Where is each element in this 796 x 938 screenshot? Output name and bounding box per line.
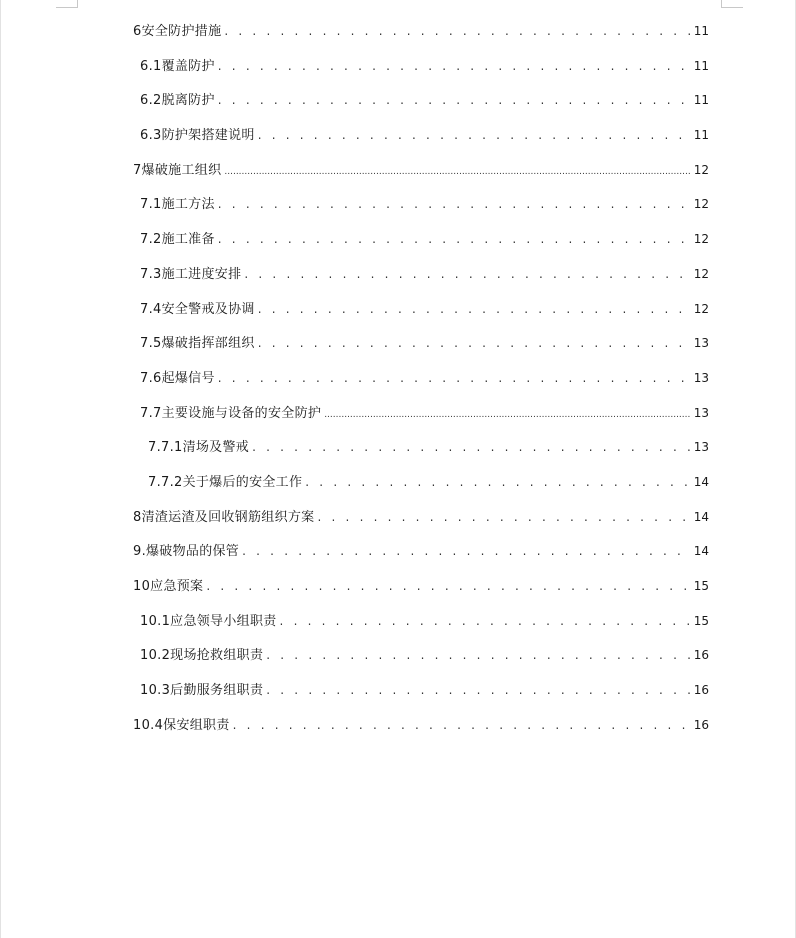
- toc-entry[interactable]: [1, 604, 796, 639]
- toc-entry[interactable]: [1, 430, 796, 465]
- toc-entry-title: 10.2现场抢救组职责: [140, 648, 264, 664]
- toc-dot-leader: [242, 534, 690, 569]
- toc-page-number: 11: [693, 24, 709, 38]
- toc-entry-title: 6安全防护措施: [133, 24, 222, 39]
- toc-dot-leader: [224, 155, 689, 190]
- toc-dot-leader: [252, 430, 690, 465]
- toc-entry[interactable]: [1, 361, 796, 396]
- toc-page-number: 12: [693, 197, 709, 212]
- toc-entry[interactable]: [1, 638, 796, 673]
- toc-entry-title: 9.爆破物品的保管: [133, 544, 240, 560]
- toc-dot-leader: [266, 673, 689, 708]
- toc-page-number: 14: [693, 509, 709, 524]
- toc-entry[interactable]: [1, 118, 796, 153]
- toc-page-number: 14: [693, 544, 709, 559]
- toc-entry[interactable]: [1, 292, 796, 327]
- toc-entry-title: 10.4保安组职责: [133, 717, 230, 733]
- toc-entry-title: 7.7主要设施与设备的安全防护: [140, 405, 322, 421]
- toc-page-number: 12: [693, 301, 709, 316]
- toc-page-number: 13: [693, 440, 709, 455]
- toc-page-number: 12: [693, 266, 709, 281]
- toc-entry[interactable]: [1, 465, 796, 500]
- toc-entry-title: 10.1应急领导小组职责: [140, 613, 277, 629]
- toc-dot-leader: [305, 465, 689, 500]
- toc-dot-leader: [218, 83, 690, 118]
- toc-dot-leader: [244, 257, 689, 292]
- toc-dot-leader: [233, 708, 690, 743]
- toc-entry-title: 7.7.2关于爆后的安全工作: [148, 474, 303, 490]
- toc-dot-leader: [218, 361, 690, 396]
- page-corner-mark-left: [56, 0, 78, 8]
- toc-dot-leader: [258, 326, 690, 361]
- toc-entry[interactable]: [1, 396, 796, 431]
- toc-page-number: 13: [693, 336, 709, 351]
- toc-entry[interactable]: [1, 49, 796, 84]
- toc-entry-title: 7.1施工方法: [140, 197, 215, 213]
- page-corner-mark-right: [721, 0, 743, 8]
- toc-entry-title: 7爆破施工组织: [133, 162, 222, 178]
- toc-page-number: 16: [693, 683, 709, 698]
- toc-entry-title: 6.2脱离防护: [140, 93, 215, 109]
- toc-dot-leader: [258, 292, 690, 327]
- toc-page-number: 13: [693, 370, 709, 385]
- toc-entry[interactable]: [1, 569, 796, 604]
- toc-entry-title: 10应急预案: [133, 579, 204, 594]
- toc-dot-leader: [218, 49, 690, 84]
- toc-entry-title: 7.3施工进度安排: [140, 266, 242, 282]
- toc-entry[interactable]: [1, 187, 796, 222]
- toc-entry-title: 7.2施工准备: [140, 232, 215, 248]
- toc-page-number: 15: [693, 613, 709, 628]
- toc-entry[interactable]: [1, 534, 796, 569]
- toc-entry-title: 7.5爆破指挥部组织: [140, 336, 255, 352]
- toc-entry-title: 6.3防护架搭建说明: [140, 128, 255, 144]
- toc-dot-leader: [206, 569, 689, 604]
- toc-entry-title: 8清渣运渣及回收钢筋组织方案: [133, 509, 315, 525]
- toc-entry-title: 7.4安全警戒及协调: [140, 301, 255, 317]
- toc-page-number: 13: [693, 405, 709, 420]
- toc-dot-leader: [317, 500, 689, 535]
- table-of-contents: [1, 14, 796, 742]
- toc-page-number: 16: [693, 648, 709, 663]
- toc-page-number: 12: [693, 162, 709, 177]
- toc-page-number: 14: [693, 474, 709, 489]
- toc-entry[interactable]: [1, 673, 796, 708]
- toc-dot-leader: [218, 187, 690, 222]
- toc-dot-leader: [280, 604, 690, 639]
- toc-dot-leader: [258, 118, 690, 153]
- toc-entry[interactable]: [1, 83, 796, 118]
- toc-page-number: 12: [693, 232, 709, 247]
- toc-entry[interactable]: [1, 14, 796, 49]
- toc-entry[interactable]: [1, 500, 796, 535]
- toc-entry-title: 10.3后勤服务组职责: [140, 683, 264, 699]
- toc-dot-leader: [218, 222, 690, 257]
- toc-dot-leader: [324, 398, 690, 433]
- toc-page-number: 16: [693, 717, 709, 732]
- toc-page-number: 11: [693, 58, 709, 73]
- toc-entry[interactable]: [1, 257, 796, 292]
- toc-dot-leader: [224, 14, 689, 49]
- toc-page-number: 15: [693, 579, 709, 593]
- toc-entry[interactable]: [1, 708, 796, 743]
- toc-page-number: 11: [693, 93, 709, 108]
- toc-dot-leader: [266, 638, 689, 673]
- toc-entry[interactable]: [1, 326, 796, 361]
- toc-entry-title: 6.1覆盖防护: [140, 58, 215, 74]
- toc-entry[interactable]: [1, 222, 796, 257]
- toc-entry-title: 7.7.1清场及警戒: [148, 440, 250, 456]
- toc-page-number: 11: [693, 128, 709, 143]
- toc-entry[interactable]: [1, 153, 796, 188]
- toc-entry-title: 7.6起爆信号: [140, 370, 215, 386]
